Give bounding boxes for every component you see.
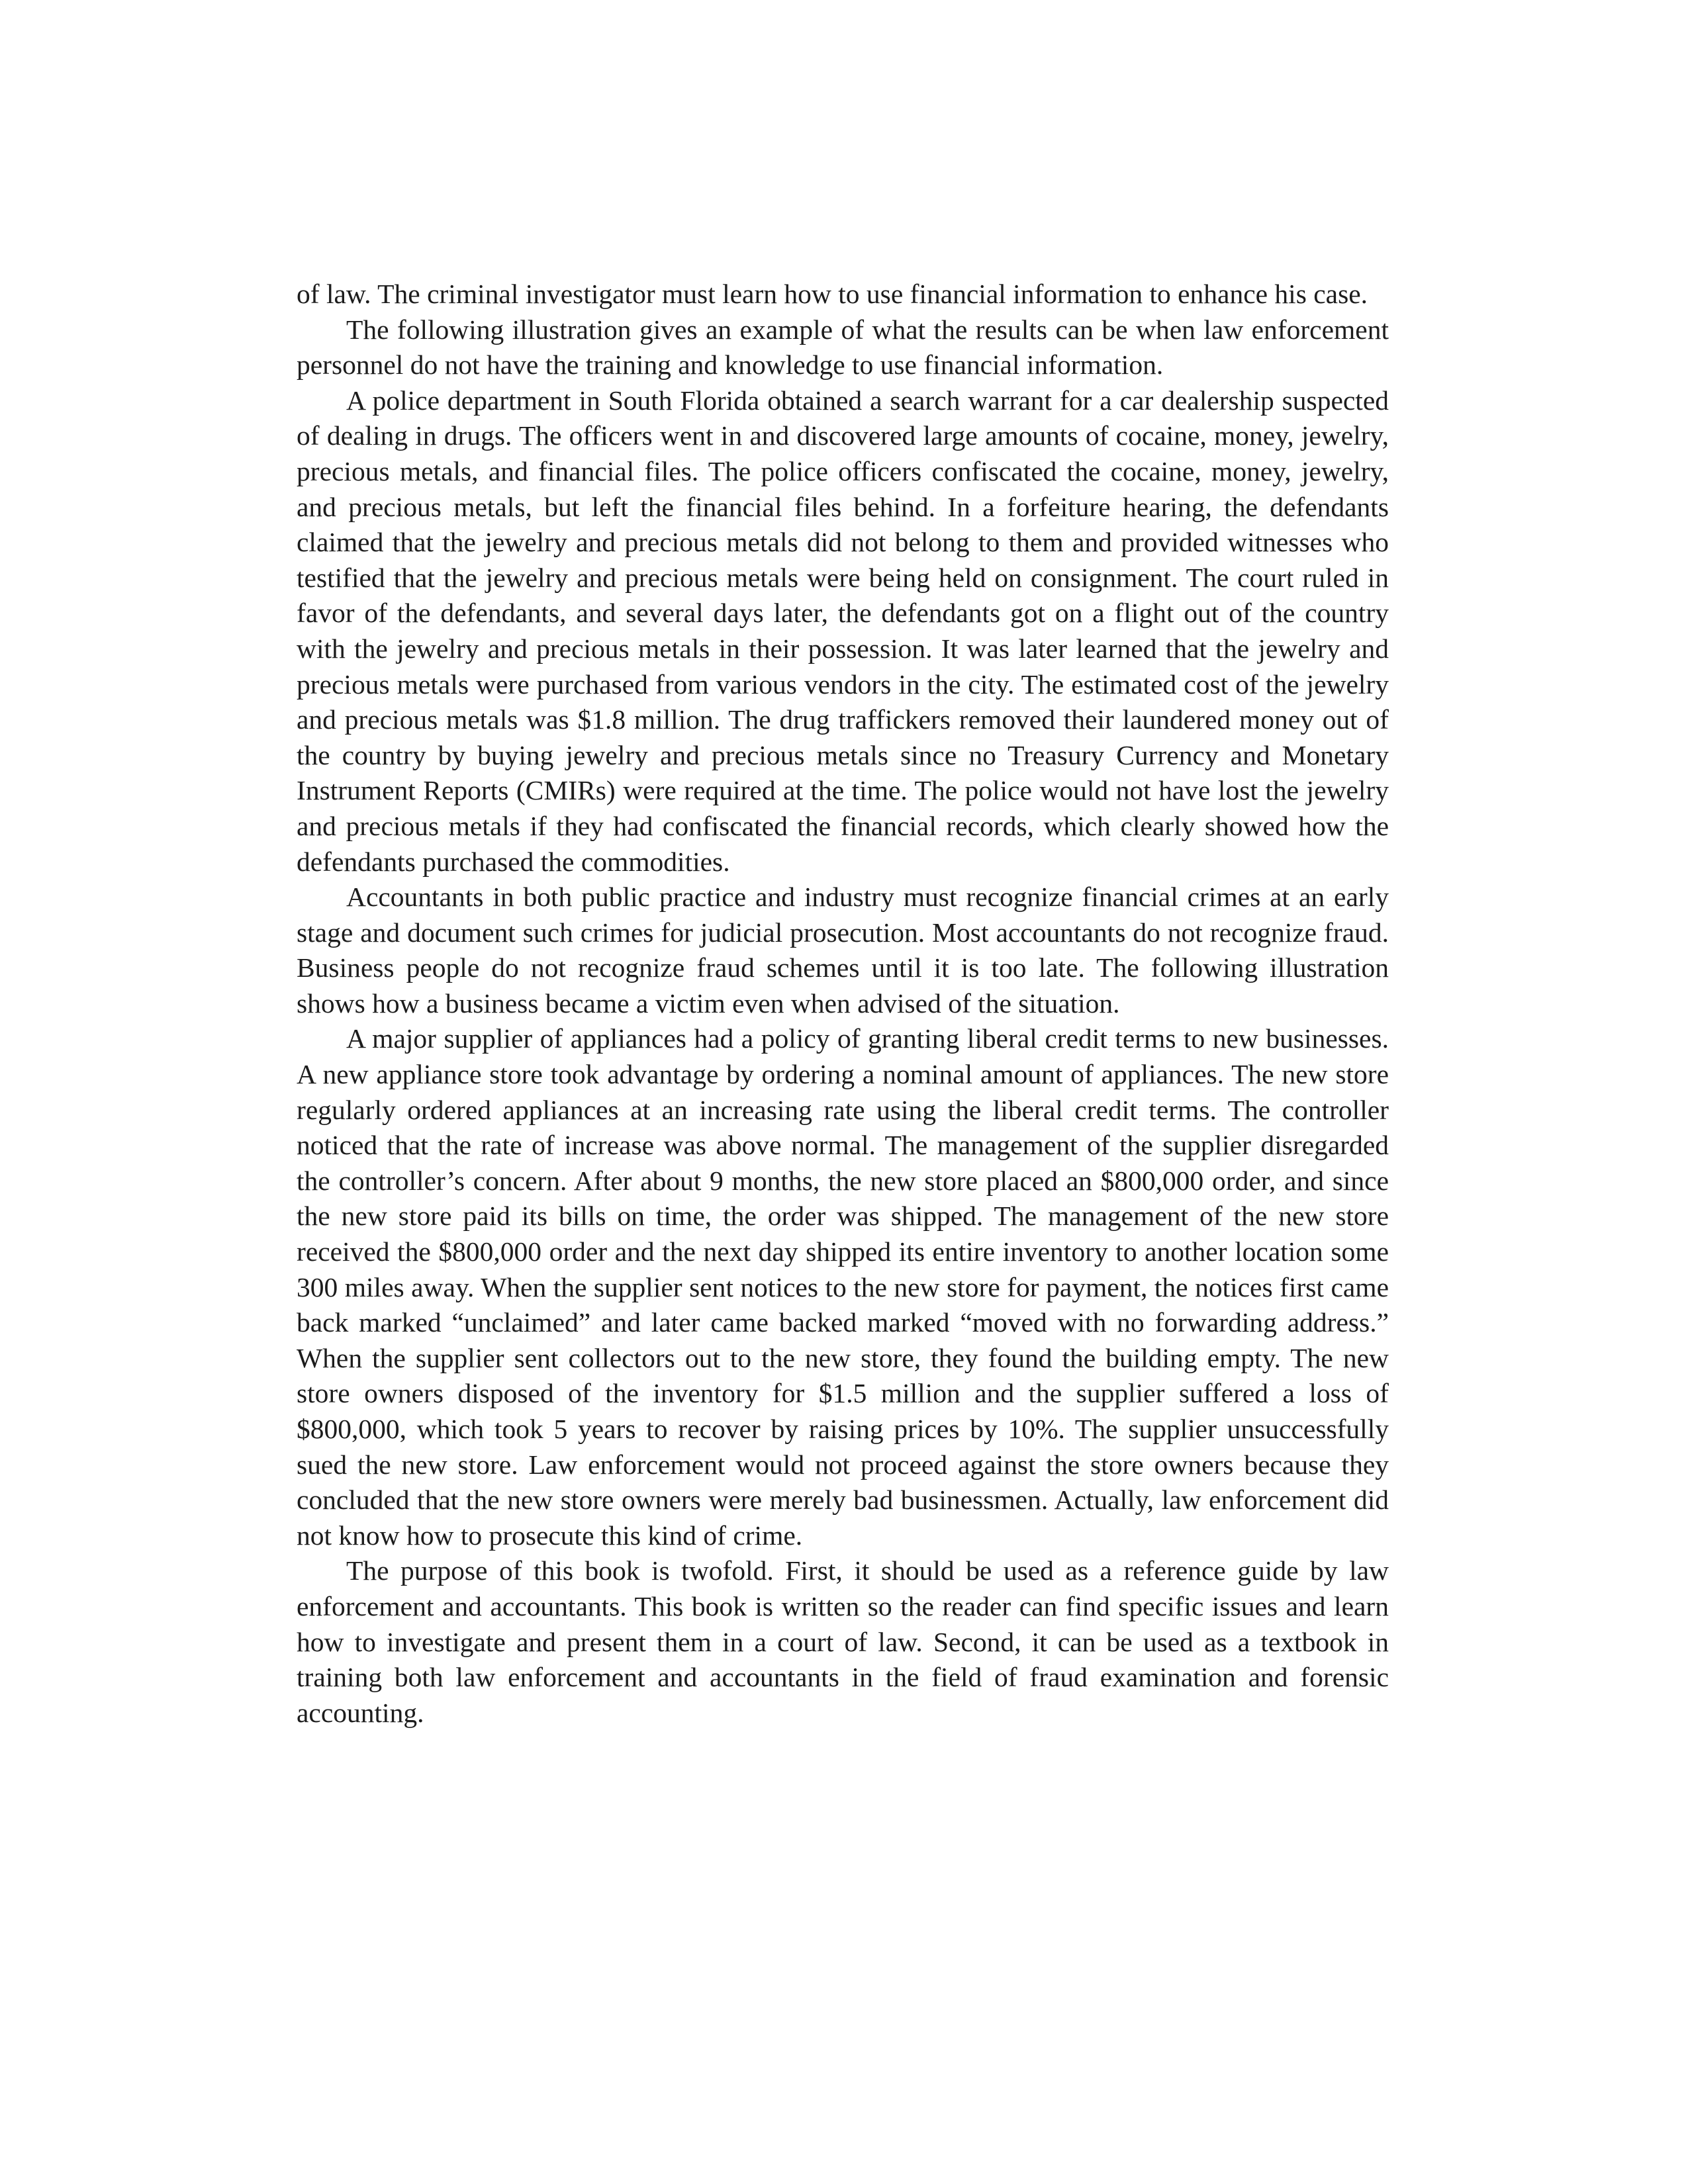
paragraph-police-case: A police department in South Florida obtained a search warrant for a car dealership suspected of dealing in drugs. The officers went in and discovered large amounts of cocaine, money, jewelry, precious metals, and financial files. The police officers confiscated the cocaine, money, jewelry, and precious metals, but left the financial files behind. In a forfeiture hearing, the defendants claimed that the jewelry and precious metals did not belong to them and provided witnesses who testified that the jewelry and precious metals were being held on consignment. The court ruled in favor of the defendants, and several days later, the defendants got on a flight out of the country with the jewelry and precious metals in their possession. It was later learned that the jewelry and precious metals were purchased from various vendors in the city. The estimated cost of the jewelry and precious metals was $1.8 million. The drug traffickers removed their laundered money out of the country by buying jewelry and precious metals since no Treasury Currency and Monetary Instrument Reports (CMIRs) were required at the time. The police would not have lost the jewelry and precious metals if they had confiscated the financial records, which clearly showed how the defendants purchased the commodities. [297, 385, 1389, 877]
paragraph-accountants: Accountants in both public practice and industry must recognize financial crimes at an early stage and document such crimes for judicial prosecution. Most accountants do not recognize fraud. Business people do not recognize fraud schemes until it is too late. The following illustration shows how a business became a victim even when advised of the situation. [297, 882, 1389, 1019]
paragraph-continuation: of law. The criminal investigator must learn how to use financial information to enhance his case. [297, 279, 1368, 309]
document-body [297, 277, 1389, 1731]
paragraph-supplier-case: A major supplier of appliances had a policy of granting liberal credit terms to new businesses. A new appliance store took advantage by ordering a nominal amount of appliances. The new store regularly ordered appliances at an increasing rate using the liberal credit terms. The controller noticed that the rate of increase was above normal. The management of the supplier disregarded the controller’s concern. After about 9 months, the new store placed an $800,000 order, and since the new store paid its bills on time, the order was shipped. The management of the new store received the $800,000 order and the next day shipped its entire inventory to another location some 300 miles away. When the supplier sent notices to the new store for payment, the notices first came back marked “unclaimed” and later came backed marked “moved with no forwarding address.” When the supplier sent collectors out to the new store, they found the building empty. The new store owners disposed of the inventory for $1.5 million and the supplier suffered a loss of $800,000, which took 5 years to recover by raising prices by 10%. The supplier unsuccessfully sued the new store. Law enforcement would not proceed against the store owners because they concluded that the new store owners were merely bad businessmen. Actually, law enforcement did not know how to prosecute this kind of crime. [297, 1023, 1389, 1551]
paragraph-book-purpose: The purpose of this book is twofold. First, it should be used as a reference guide by law enforcement and accountants. This book is written so the reader can find specific issues and learn how to investigate and present them in a court of law. Second, it can be used as a textbook in training both law enforcement and accountants in the field of fraud examination and forensic accounting. [297, 1555, 1389, 1728]
paragraph-illustration-intro: The following illustration gives an example of what the results can be when law enforcement personnel do not have the training and knowledge to use financial information. [297, 314, 1389, 381]
